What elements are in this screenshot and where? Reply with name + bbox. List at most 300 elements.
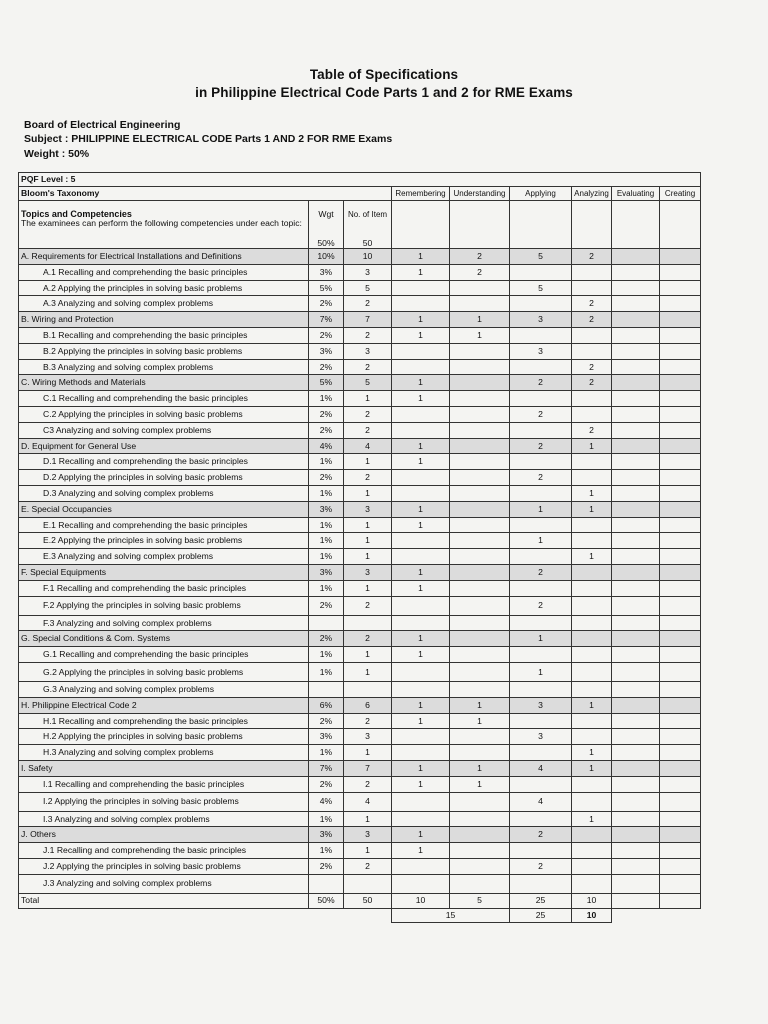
bloom-cell-evaluating <box>612 811 660 827</box>
row-items: 2 <box>344 470 392 486</box>
bloom-cell-understanding <box>450 564 510 580</box>
competency-label: G.2 Applying the principles in solving basic problems <box>19 662 309 681</box>
bloom-cell-analyzing: 2 <box>572 312 612 328</box>
row-items: 1 <box>344 391 392 407</box>
bloom-cell-analyzing: 2 <box>572 422 612 438</box>
bloom-cell-remembering <box>392 296 450 312</box>
bloom-cell-creating <box>660 745 701 761</box>
competency-label: D.1 Recalling and comprehending the basic principles <box>19 454 309 470</box>
row-wgt: 2% <box>309 327 344 343</box>
level-evaluating: Evaluating <box>612 187 660 201</box>
bloom-cell-analyzing <box>572 729 612 745</box>
bloom-cell-creating <box>660 422 701 438</box>
competency-row <box>19 406 701 422</box>
bloom-cell-creating <box>660 406 701 422</box>
bloom-cell-remembering: 1 <box>392 501 450 517</box>
bloom-cell-applying: 3 <box>510 729 572 745</box>
row-items: 3 <box>344 827 392 843</box>
competency-row <box>19 296 701 312</box>
competency-label: B.1 Recalling and comprehending the basic principles <box>19 327 309 343</box>
bloom-cell-applying <box>510 745 572 761</box>
row-wgt: 1% <box>309 549 344 565</box>
bloom-cell-creating <box>660 776 701 792</box>
row-wgt: 1% <box>309 533 344 549</box>
bloom-cell-creating <box>660 280 701 296</box>
bloom-cell-remembering: 1 <box>392 827 450 843</box>
competency-label: B.2 Applying the principles in solving basic problems <box>19 343 309 359</box>
row-items: 1 <box>344 454 392 470</box>
bloom-cell-remembering: 1 <box>392 697 450 713</box>
competency-label: H.1 Recalling and comprehending the basic principles <box>19 713 309 729</box>
row-wgt: 5% <box>309 375 344 391</box>
bloom-cell-evaluating <box>612 615 660 631</box>
bloom-cell-applying: 2 <box>510 596 572 615</box>
bloom-cell-evaluating <box>612 327 660 343</box>
row-wgt: 1% <box>309 454 344 470</box>
bloom-cell-analyzing <box>572 713 612 729</box>
topic-row <box>19 501 701 517</box>
bloom-cell-understanding <box>450 662 510 681</box>
competency-row <box>19 454 701 470</box>
summary-analyzing: 10 <box>572 908 612 922</box>
bloom-cell-applying: 1 <box>510 501 572 517</box>
topic-label: H. Philippine Electrical Code 2 <box>19 697 309 713</box>
competency-row <box>19 517 701 533</box>
level-applying: Applying <box>510 187 572 201</box>
bloom-cell-creating <box>660 470 701 486</box>
row-items: 3 <box>344 729 392 745</box>
competency-row <box>19 422 701 438</box>
bloom-cell-remembering <box>392 406 450 422</box>
bloom-cell-analyzing <box>572 662 612 681</box>
row-wgt: 2% <box>309 631 344 647</box>
competency-label: G.1 Recalling and comprehending the basic principles <box>19 647 309 663</box>
competency-row <box>19 327 701 343</box>
bloom-cell-understanding <box>450 533 510 549</box>
bloom-cell-remembering <box>392 858 450 874</box>
row-wgt <box>309 615 344 631</box>
bloom-cell-understanding <box>450 729 510 745</box>
weight-label: Weight : 50% <box>24 148 90 160</box>
row-items: 2 <box>344 713 392 729</box>
bloom-cell-evaluating <box>612 647 660 663</box>
topic-row <box>19 631 701 647</box>
bloom-cell-applying <box>510 327 572 343</box>
bloom-cell-understanding: 2 <box>450 264 510 280</box>
row-items: 1 <box>344 549 392 565</box>
topic-row <box>19 564 701 580</box>
bloom-cell-understanding <box>450 280 510 296</box>
row-wgt: 3% <box>309 729 344 745</box>
bloom-cell-remembering <box>392 792 450 811</box>
row-items: 1 <box>344 647 392 663</box>
bloom-cell-applying <box>510 391 572 407</box>
bloom-cell-creating <box>660 485 701 501</box>
bloom-cell-understanding <box>450 843 510 859</box>
level-remembering: Remembering <box>392 187 450 201</box>
bloom-cell-creating <box>660 615 701 631</box>
bloom-cell-understanding <box>450 406 510 422</box>
bloom-cell-remembering <box>392 596 450 615</box>
total-analyzing: 10 <box>572 893 612 908</box>
competency-label: A.2 Applying the principles in solving basic problems <box>19 280 309 296</box>
bloom-cell-remembering: 1 <box>392 843 450 859</box>
row-wgt: 4% <box>309 792 344 811</box>
competency-row <box>19 343 701 359</box>
bloom-cell-applying: 2 <box>510 375 572 391</box>
bloom-cell-evaluating <box>612 470 660 486</box>
bloom-cell-evaluating <box>612 760 660 776</box>
row-items: 1 <box>344 745 392 761</box>
bloom-cell-understanding <box>450 858 510 874</box>
bloom-cell-understanding <box>450 596 510 615</box>
bloom-cell-evaluating <box>612 858 660 874</box>
row-items <box>344 681 392 697</box>
pqf-level: PQF Level : 5 <box>19 173 701 187</box>
bloom-cell-understanding <box>450 485 510 501</box>
topic-label: B. Wiring and Protection <box>19 312 309 328</box>
bloom-cell-evaluating <box>612 631 660 647</box>
competency-label: J.2 Applying the principles in solving basic problems <box>19 858 309 874</box>
row-wgt: 1% <box>309 843 344 859</box>
bloom-cell-creating <box>660 792 701 811</box>
bloom-cell-applying: 3 <box>510 343 572 359</box>
bloom-cell-applying: 1 <box>510 631 572 647</box>
competency-row <box>19 280 701 296</box>
level-understanding: Understanding <box>450 187 510 201</box>
competency-row <box>19 533 701 549</box>
bloom-cell-evaluating <box>612 697 660 713</box>
bloom-cell-understanding <box>450 343 510 359</box>
bloom-cell-remembering: 1 <box>392 776 450 792</box>
row-wgt: 3% <box>309 264 344 280</box>
bloom-cell-analyzing <box>572 470 612 486</box>
bloom-cell-analyzing <box>572 391 612 407</box>
competency-row <box>19 615 701 631</box>
bloom-cell-analyzing <box>572 533 612 549</box>
bloom-cell-applying <box>510 615 572 631</box>
bloom-cell-creating <box>660 501 701 517</box>
bloom-cell-remembering <box>392 549 450 565</box>
row-items: 2 <box>344 327 392 343</box>
bloom-cell-creating <box>660 312 701 328</box>
bloom-cell-understanding <box>450 874 510 893</box>
bloom-cell-understanding: 1 <box>450 776 510 792</box>
row-items: 2 <box>344 631 392 647</box>
competency-label: E.1 Recalling and comprehending the basic principles <box>19 517 309 533</box>
row-wgt: 6% <box>309 697 344 713</box>
competency-label: I.3 Analyzing and solving complex problems <box>19 811 309 827</box>
bloom-cell-evaluating <box>612 406 660 422</box>
bloom-cell-analyzing <box>572 858 612 874</box>
topic-row <box>19 697 701 713</box>
row-items: 3 <box>344 564 392 580</box>
bloom-cell-analyzing <box>572 647 612 663</box>
competency-row <box>19 858 701 874</box>
bloom-cell-remembering <box>392 533 450 549</box>
competency-label: D.2 Applying the principles in solving basic problems <box>19 470 309 486</box>
bloom-cell-evaluating <box>612 874 660 893</box>
bloom-cell-creating <box>660 564 701 580</box>
bloom-cell-understanding <box>450 422 510 438</box>
bloom-cell-creating <box>660 549 701 565</box>
competency-row <box>19 662 701 681</box>
bloom-cell-creating <box>660 681 701 697</box>
competency-row <box>19 470 701 486</box>
row-items: 1 <box>344 533 392 549</box>
row-wgt: 2% <box>309 296 344 312</box>
bloom-cell-understanding <box>450 647 510 663</box>
competency-row <box>19 729 701 745</box>
bloom-cell-applying: 4 <box>510 792 572 811</box>
row-items: 5 <box>344 375 392 391</box>
bloom-cell-evaluating <box>612 662 660 681</box>
row-wgt: 7% <box>309 760 344 776</box>
bloom-cell-evaluating <box>612 422 660 438</box>
row-items: 2 <box>344 776 392 792</box>
bloom-cell-evaluating <box>612 312 660 328</box>
bloom-cell-creating <box>660 517 701 533</box>
bloom-cell-evaluating <box>612 549 660 565</box>
competency-label: D.3 Analyzing and solving complex problems <box>19 485 309 501</box>
bloom-cell-analyzing <box>572 827 612 843</box>
row-items: 2 <box>344 296 392 312</box>
bloom-cell-applying: 2 <box>510 858 572 874</box>
bloom-cell-evaluating <box>612 681 660 697</box>
summary-row <box>19 908 701 922</box>
row-wgt: 1% <box>309 580 344 596</box>
bloom-cell-evaluating <box>612 776 660 792</box>
bloom-cell-analyzing <box>572 406 612 422</box>
summary-lower-order: 15 <box>392 908 510 922</box>
bloom-cell-creating <box>660 296 701 312</box>
bloom-cell-evaluating <box>612 391 660 407</box>
bloom-cell-applying: 2 <box>510 406 572 422</box>
bloom-cell-analyzing: 1 <box>572 438 612 454</box>
bloom-cell-evaluating <box>612 485 660 501</box>
bloom-cell-applying: 2 <box>510 827 572 843</box>
bloom-cell-creating <box>660 327 701 343</box>
bloom-cell-applying <box>510 776 572 792</box>
bloom-cell-analyzing: 2 <box>572 375 612 391</box>
bloom-cell-creating <box>660 264 701 280</box>
bloom-cell-evaluating <box>612 596 660 615</box>
bloom-cell-applying <box>510 549 572 565</box>
bloom-cell-applying: 2 <box>510 564 572 580</box>
bloom-cell-remembering: 1 <box>392 760 450 776</box>
competency-row <box>19 485 701 501</box>
row-items: 1 <box>344 811 392 827</box>
bloom-cell-applying: 3 <box>510 312 572 328</box>
bloom-cell-remembering <box>392 422 450 438</box>
intro-items: 50 <box>344 219 392 249</box>
row-wgt: 3% <box>309 827 344 843</box>
topic-row <box>19 375 701 391</box>
bloom-cell-creating <box>660 438 701 454</box>
row-wgt: 2% <box>309 422 344 438</box>
bloom-cell-evaluating <box>612 580 660 596</box>
topic-label: E. Special Occupancies <box>19 501 309 517</box>
total-evaluating <box>612 893 660 908</box>
row-wgt: 2% <box>309 858 344 874</box>
competency-label: E.3 Analyzing and solving complex problems <box>19 549 309 565</box>
row-wgt: 1% <box>309 662 344 681</box>
bloom-cell-applying <box>510 359 572 375</box>
bloom-cell-creating <box>660 391 701 407</box>
row-wgt: 2% <box>309 470 344 486</box>
bloom-cell-remembering: 1 <box>392 580 450 596</box>
bloom-cell-evaluating <box>612 359 660 375</box>
bloom-cell-applying <box>510 580 572 596</box>
row-wgt: 5% <box>309 280 344 296</box>
competency-label: F.3 Analyzing and solving complex problems <box>19 615 309 631</box>
row-wgt: 1% <box>309 391 344 407</box>
blooms-taxonomy-label: Bloom's Taxonomy <box>19 187 392 201</box>
bloom-cell-analyzing <box>572 843 612 859</box>
topic-row <box>19 438 701 454</box>
bloom-cell-applying: 5 <box>510 280 572 296</box>
bloom-cell-analyzing: 1 <box>572 485 612 501</box>
bloom-cell-applying: 1 <box>510 662 572 681</box>
bloom-cell-remembering <box>392 729 450 745</box>
total-wgt: 50% <box>309 893 344 908</box>
row-wgt: 1% <box>309 745 344 761</box>
total-remembering: 10 <box>392 893 450 908</box>
competency-label: A.3 Analyzing and solving complex problems <box>19 296 309 312</box>
row-wgt: 4% <box>309 438 344 454</box>
competency-row <box>19 580 701 596</box>
bloom-cell-analyzing: 1 <box>572 745 612 761</box>
row-wgt: 10% <box>309 249 344 265</box>
competency-row <box>19 647 701 663</box>
bloom-cell-remembering: 1 <box>392 517 450 533</box>
topic-label: F. Special Equipments <box>19 564 309 580</box>
wgt-header: Wgt <box>309 201 344 219</box>
competency-row <box>19 776 701 792</box>
bloom-cell-analyzing: 1 <box>572 811 612 827</box>
topics-header: Topics and Competencies <box>19 201 309 219</box>
topic-row <box>19 249 701 265</box>
bloom-cell-applying <box>510 517 572 533</box>
topic-row <box>19 827 701 843</box>
bloom-cell-creating <box>660 343 701 359</box>
bloom-cell-creating <box>660 843 701 859</box>
bloom-cell-creating <box>660 359 701 375</box>
bloom-cell-evaluating <box>612 843 660 859</box>
row-items: 4 <box>344 792 392 811</box>
bloom-cell-understanding <box>450 549 510 565</box>
level-analyzing: Analyzing <box>572 187 612 201</box>
bloom-cell-understanding <box>450 375 510 391</box>
bloom-cell-remembering <box>392 485 450 501</box>
bloom-cell-creating <box>660 596 701 615</box>
competency-label: I.2 Applying the principles in solving basic problems <box>19 792 309 811</box>
bloom-cell-remembering <box>392 811 450 827</box>
bloom-cell-creating <box>660 631 701 647</box>
bloom-cell-analyzing: 1 <box>572 549 612 565</box>
bloom-cell-analyzing: 2 <box>572 296 612 312</box>
bloom-cell-understanding <box>450 391 510 407</box>
bloom-cell-analyzing <box>572 874 612 893</box>
subject-label: Subject : PHILIPPINE ELECTRICAL CODE Parts 1 AND 2 FOR RME Exams <box>24 133 393 145</box>
bloom-cell-evaluating <box>612 280 660 296</box>
row-wgt: 7% <box>309 312 344 328</box>
bloom-cell-evaluating <box>612 533 660 549</box>
bloom-cell-remembering <box>392 874 450 893</box>
bloom-cell-analyzing <box>572 776 612 792</box>
bloom-cell-applying: 3 <box>510 697 572 713</box>
competency-label: I.1 Recalling and comprehending the basic principles <box>19 776 309 792</box>
bloom-cell-applying: 2 <box>510 470 572 486</box>
row-items: 2 <box>344 596 392 615</box>
bloom-cell-understanding: 1 <box>450 713 510 729</box>
competency-label: F.1 Recalling and comprehending the basic principles <box>19 580 309 596</box>
level-creating: Creating <box>660 187 701 201</box>
bloom-cell-creating <box>660 580 701 596</box>
bloom-cell-evaluating <box>612 249 660 265</box>
competency-label: A.1 Recalling and comprehending the basic principles <box>19 264 309 280</box>
total-items: 50 <box>344 893 392 908</box>
bloom-cell-remembering: 1 <box>392 391 450 407</box>
items-header: No. of Item <box>344 201 392 219</box>
bloom-cell-analyzing <box>572 792 612 811</box>
bloom-cell-analyzing: 1 <box>572 501 612 517</box>
bloom-cell-understanding <box>450 615 510 631</box>
row-items: 2 <box>344 858 392 874</box>
row-items: 3 <box>344 264 392 280</box>
bloom-cell-evaluating <box>612 501 660 517</box>
bloom-cell-understanding <box>450 517 510 533</box>
topic-label: I. Safety <box>19 760 309 776</box>
bloom-cell-creating <box>660 533 701 549</box>
bloom-cell-evaluating <box>612 713 660 729</box>
competency-row <box>19 811 701 827</box>
bloom-cell-creating <box>660 827 701 843</box>
bloom-cell-creating <box>660 713 701 729</box>
bloom-cell-remembering <box>392 470 450 486</box>
bloom-cell-applying: 2 <box>510 438 572 454</box>
row-wgt: 2% <box>309 359 344 375</box>
bloom-cell-applying <box>510 647 572 663</box>
row-items: 1 <box>344 517 392 533</box>
bloom-cell-creating <box>660 249 701 265</box>
bloom-cell-analyzing <box>572 517 612 533</box>
row-wgt: 2% <box>309 596 344 615</box>
intro-wgt: 50% <box>309 219 344 249</box>
competency-row <box>19 359 701 375</box>
bloom-cell-analyzing: 2 <box>572 359 612 375</box>
row-wgt <box>309 681 344 697</box>
competency-row <box>19 843 701 859</box>
total-applying: 25 <box>510 893 572 908</box>
row-items <box>344 874 392 893</box>
row-items: 2 <box>344 359 392 375</box>
row-wgt: 3% <box>309 343 344 359</box>
bloom-cell-remembering <box>392 745 450 761</box>
row-items: 7 <box>344 312 392 328</box>
competency-row <box>19 745 701 761</box>
row-items: 4 <box>344 438 392 454</box>
row-wgt: 2% <box>309 406 344 422</box>
bloom-cell-analyzing: 1 <box>572 697 612 713</box>
bloom-cell-creating <box>660 874 701 893</box>
bloom-cell-applying: 5 <box>510 249 572 265</box>
row-wgt: 1% <box>309 647 344 663</box>
competency-row <box>19 713 701 729</box>
competency-label: C.2 Applying the principles in solving basic problems <box>19 406 309 422</box>
bloom-cell-evaluating <box>612 454 660 470</box>
bloom-cell-remembering <box>392 359 450 375</box>
